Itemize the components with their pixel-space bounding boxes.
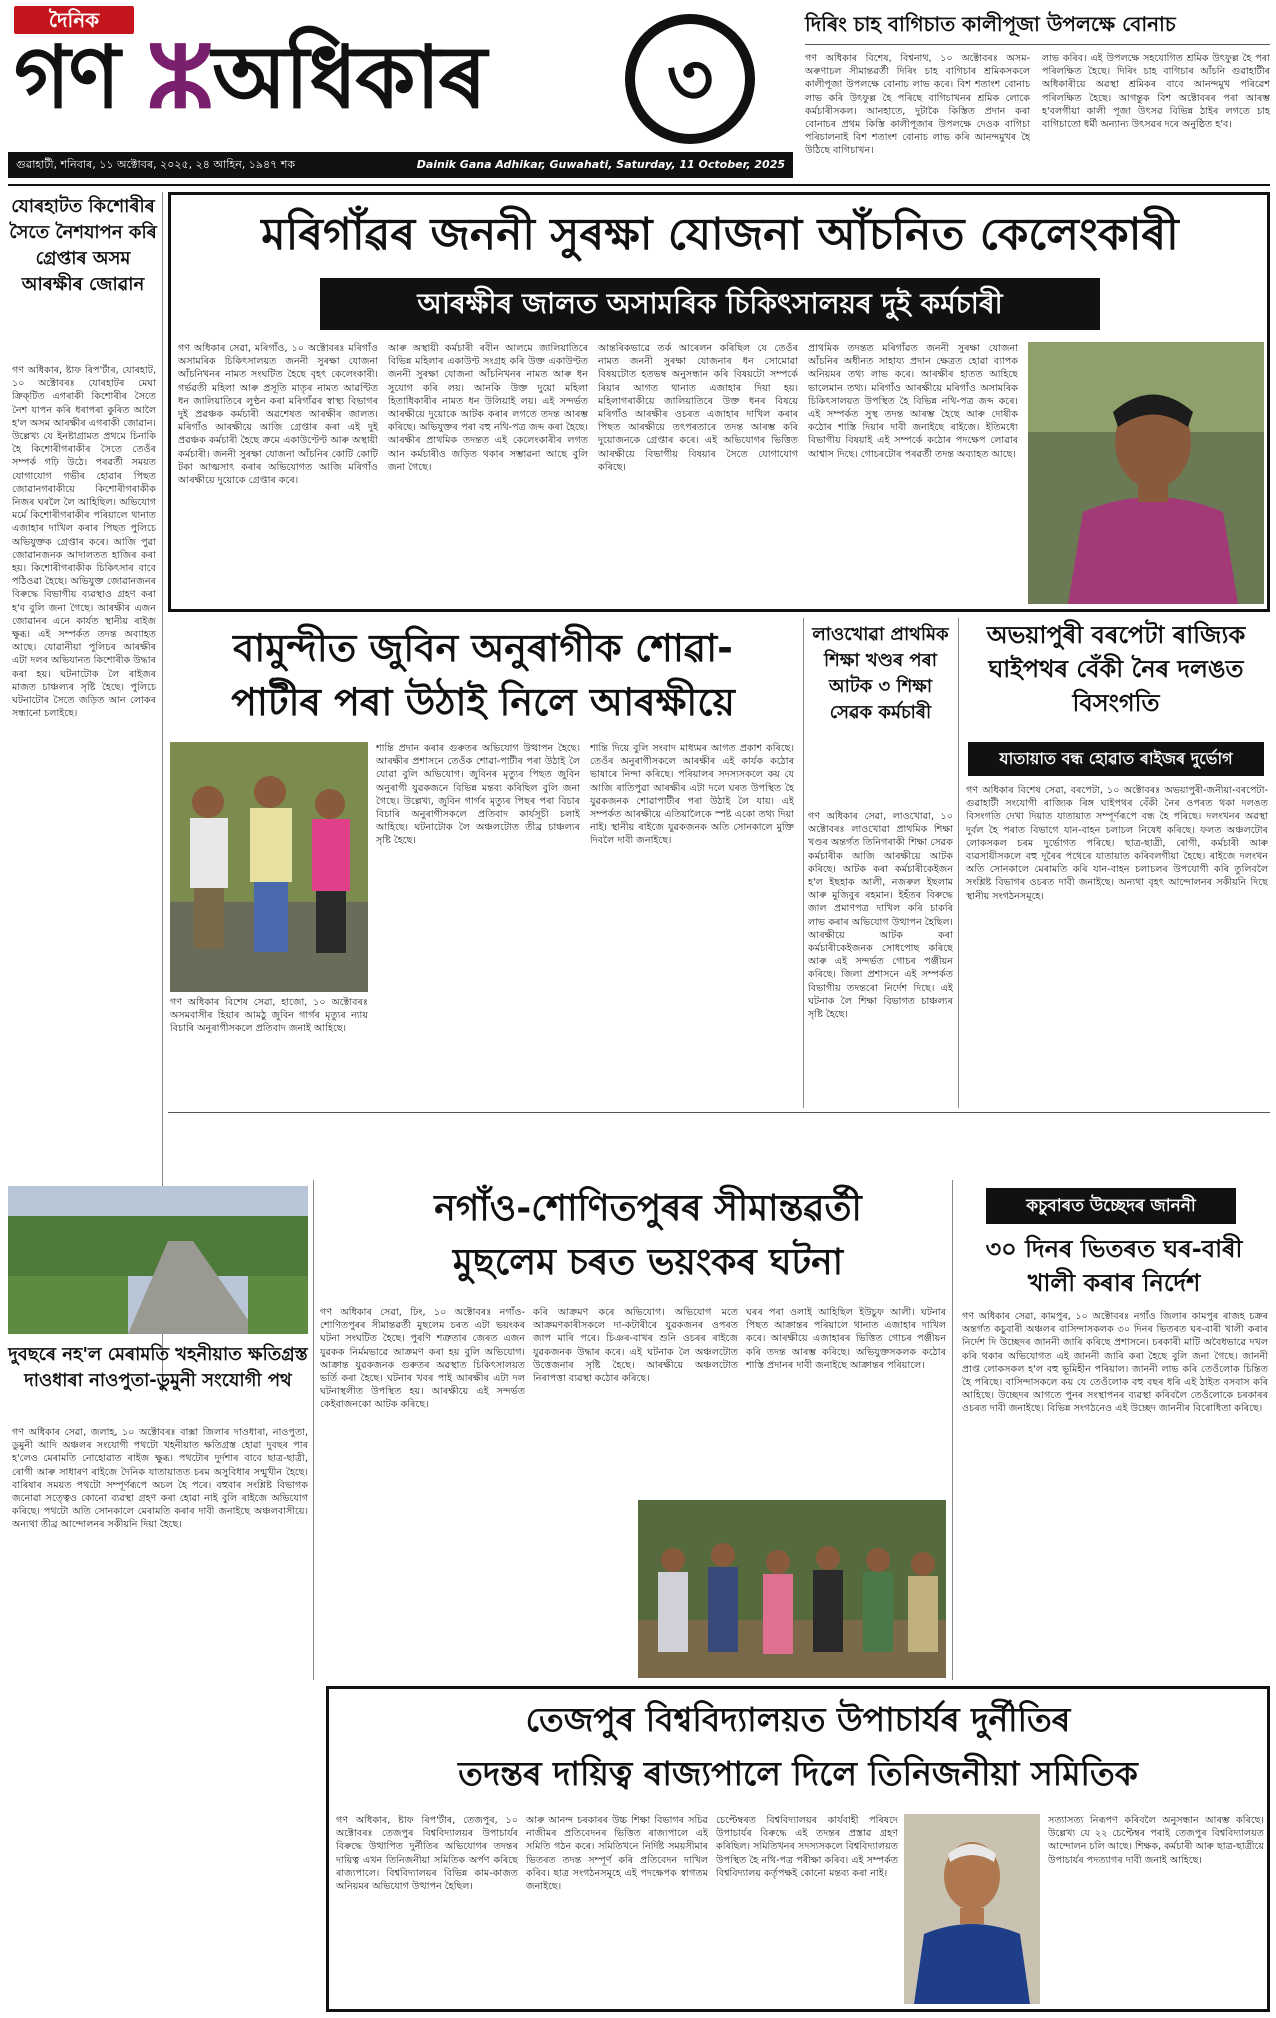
tezpur-col3: চেপ্টেম্বৰত বিশ্ববিদ্যালয়ৰ কাৰ্যবাহী পৰিষদে উপাচাৰ্যৰ বিৰুদ্ধে এই তদন্তৰ প্ৰস্তাৱ গ্ৰহণ কৰিছিল। সমিতিখনৰ সদস্যসকলে বিশ্ববিদ্যালয়ত উপস্থিত হৈ নথি-পত্ৰ পৰীক্ষা কৰিব। এই সম্পৰ্কত বিশ্ববিদ্যালয় কৰ্তৃপক্ষই কোনো মন্তব্য কৰা নাই। xyxy=(716,1815,898,1879)
brand-title xyxy=(14,28,485,128)
nagaon-col2: কৰি আক্ৰমণ কৰে অভিযোগ। অভিযোগ মতে আক্ৰমণকাৰীসকলে দা-কটাৰীৰে যুৱকজনৰ ওপৰত জাপ মাৰি পৰে। চিঞৰ-বাখৰ শুনি ওচৰৰ ৰাইজে যুৱকজনক উদ্ধাৰ কৰে। এই ঘটনাক লৈ অঞ্চলটোত উত্তেজনাৰ সৃষ্টি হৈছে। আৰক্ষীয়ে অঞ্চলটোত নিৰাপত্তা ব্যৱস্থা কঠোৰ কৰিছে। xyxy=(533,1307,738,1385)
tezpur-col4: সত্যাসত্য নিৰূপণ কৰিবলৈ অনুসন্ধান আৰম্ভ কৰিছে। উল্লেখ্য যে ২২ চেপ্টেম্বৰ পৰাই তেজপুৰ বিশ্ববিদ্যালয়ত আন্দোলন চলি আছে। শিক্ষক, কৰ্মচাৰী আৰু ছাত্ৰ-ছাত্ৰীয়ে উপাচাৰ্যৰ পদত্যাগৰ দাবী জনাই আহিছে। xyxy=(1048,1815,1264,1866)
dateline-assamese: গুৱাহাটী, শনিবাৰ, ১১ অক্টোবৰ, ২০২৫, ২৪ আহিন, ১৯৪৭ শক xyxy=(16,158,296,171)
brand-title-part2: অধিকাৰ xyxy=(212,27,485,128)
zubeen-headline-line2: পাটীৰ পৰা উঠাই নিলে আৰক্ষীয়ে xyxy=(231,680,735,724)
nagaon-divider xyxy=(952,1180,953,1680)
road-story-body: গণ অধিকাৰ সেৱা, জলাহ, ১০ অক্টোবৰঃ বাক্সা জিলাৰ দাওধাৰা, নাওপুতা, ডুমুনী আদি অঞ্চলৰ সংযোগী পথটো খহনীয়াত ক্ষতিগ্ৰস্ত হোৱা দুবছৰ পাৰ হ'লেও মেৰামতি নোহোৱাত ৰাইজ ক্ষুব্ধ। পথটোৰ দুৰ্দশাৰ বাবে ছাত্ৰ-ছাত্ৰী, ৰোগী আৰু সাধাৰণ ৰাইজে দৈনিক যাতায়াতত চৰম অসুবিধাৰ সন্মুখীন হৈছে। বাৰিষাৰ সময়ত পথটো সম্পূৰ্ণৰূপে অচল হৈ পৰে। বহুবাৰ সংশ্লিষ্ট বিভাগক জনোৱা সত্ত্বেও কোনো ব্যৱস্থা গ্ৰহণ কৰা হোৱা নাই বুলি ৰাইজে অভিযোগ কৰিছে। পথটো অতি সোনকালে মেৰামতি কৰাৰ দাবী জনাইছে অঞ্চলবাসীয়ে। অন্যথা তীব্ৰ আন্দোলনৰ সকীয়নি দিয়া হৈছে। xyxy=(12,1427,308,1531)
nagaon-headline-line1: নগাঁও-শোণিতপুৰৰ সীমান্তৱৰ্তী xyxy=(434,1188,862,1229)
dateline-bar xyxy=(8,152,793,178)
road-story-headline: দুবছৰে নহ'ল মেৰামতি খহনীয়াত ক্ষতিগ্ৰস্ত দাওধাৰা নাওপুতা-ডুমুনী সংযোগী পথ xyxy=(8,1344,308,1391)
lead-story-photo xyxy=(1028,342,1264,604)
dateline-english: Dainik Gana Adhikar, Guwahati, Saturday, 11 October, 2025 xyxy=(416,158,785,171)
labakhowa-body: গণ অধিকাৰ সেৱা, লাওখোৱা, ১০ অক্টোবৰঃ লাওখোৱা প্ৰাথমিক শিক্ষা খণ্ডৰ অন্তৰ্গত তিনিগৰাকী শিক্ষা সেৱক কৰ্মচাৰীক আজি আৰক্ষীয়ে আটক কৰিছে। আটক কৰা কৰ্মচাৰীকেইজন হ'ল ইছহাক আলী, নজৰুল ইছলাম আৰু মুজিবুৰ ৰহমান। ইহঁতৰ বিৰুদ্ধে জাল প্ৰমাণপত্ৰ দাখিল কৰি চাকৰি লাভ কৰাৰ অভিযোগ উত্থাপন হৈছিল। আৰক্ষীয়ে আটক কৰা কৰ্মচাৰীকেইজনক সোধপোছ কৰিছে আৰু এই সন্দৰ্ভত গোচৰ পঞ্জীয়ন কৰিছে। জিলা প্ৰশাসনে এই সম্পৰ্কত বিভাগীয় তদন্তৰো নিৰ্দেশ দিছে। এই ঘটনাক লৈ শিক্ষা বিভাগত চাঞ্চল্যৰ সৃষ্টি হৈছে। xyxy=(808,811,953,1021)
tezpur-headline-line1: তেজপুৰ বিশ্ববিদ্যালয়ত উপাচাৰ্যৰ দুৰ্নীতিৰ xyxy=(525,1700,1071,1739)
tezpur-story-photo xyxy=(904,1814,1040,2004)
masthead-rule xyxy=(8,184,1270,186)
zubeen-divider xyxy=(803,618,804,1108)
lead-story-col3: আন্তৰিকভাৱে তৰ্ক আৰেলন কৰিছিল যে তেওঁৰ নামত জননী সুৰক্ষা যোজনাৰ ধন সোমোৱা বিষয়টোত হতভম্ব অনুসন্ধান কৰি বিষয়টো সম্পৰ্কে ৰিয়াৰ আগত থানাত এজাহাৰ দিয়া হয়। মহিলাগৰাকীয়ে জালিয়াতিৰে উক্ত ধনৰ বিষয়ে মৰিগাঁও আৰক্ষীৰ ওচৰত এজাহাৰ দাখিল কৰাৰ পিছত আৰক্ষীয়ে তৎপৰতাৰে তদন্ত আৰম্ভ কৰি দুয়োজনকে গ্ৰেপ্তাৰ কৰে। এই অভিযোগৰ ভিত্তিত আৰক্ষীয়ে বিভাগীয় বিষয়াৰ সৈতে যোগাযোগ কৰিছে। xyxy=(598,343,798,473)
lead-story-col2: আৰু অস্থায়ী কৰ্মচাৰী ৰবীন আলমে জালিয়াতিৰে বিভিন্ন মহিলাৰ একাউণ্ট সংগ্ৰহ কৰি উক্ত একাউণ্টত জননী সুৰক্ষা যোজনা আঁচনিখনৰ নামত আৰু ধন সুযোগ কৰি লয়। আনকি উক্ত দুয়ো মহিলা হিতাধিকাৰীৰ নামত ধন উলিয়াই লয়। এই সন্দৰ্ভত আৰক্ষীয়ে দুয়োকে আটক কৰাৰ লগতে তদন্ত আৰম্ভ কৰিছে। অভিযুক্তৰ পৰা বহু নথি-পত্ৰ জব্দ কৰা হৈছে। আৰক্ষীৰ প্ৰাথমিক তদন্তত এই কেলেংকাৰীৰ লগত আন কৰ্মচাৰীও জড়িত থকাৰ সম্ভাৱনা আছে বুলি জনা গৈছে। xyxy=(388,343,588,473)
lead-story-col4: প্ৰাথমিক তদন্তত মৰিগাঁৱত জননী সুৰক্ষা যোজনা আঁচনিৰ অধীনত সাহায্য প্ৰদান ক্ষেত্ৰত হোৱা ব্যাপক অনিয়মৰ তথ্য লাভ কৰে। আৰক্ষীৰ হাতত আহিছে ভালেমান তথ্য। মৰিগাঁও আৰক্ষীয়ে মৰিগাঁও অসামৰিক চিকিৎসালয়ত উপস্থিত হৈ বিভিন্ন নথি-পত্ৰ জব্দ কৰে। এই সম্পৰ্কত সুস্থ তদন্ত আৰম্ভ হৈছে আৰু দোষীক কঠোৰ শাস্তি দিয়াৰ দাবী জনাইছে ৰাইজে। ইতিমধ্যে বিভাগীয় বিষয়াই এই সম্পৰ্কে কঠোৰ পদক্ষেপ লোৱাৰ আশ্বাস দিছে। গোচৰটোৰ পৰৱৰ্তী তদন্ত অব্যাহত আছে। xyxy=(808,343,1018,460)
labakhowa-divider xyxy=(958,618,959,1108)
zubeen-col1: শান্তি প্ৰদান কৰাৰ গুৰুতৰ অভিযোগ উত্থাপন হৈছে। আৰক্ষীৰ প্ৰশাসনে তেওঁক শোৱা-পাটীৰ পৰা উঠাই লৈ যোৱা বুলি অভিযোগ। জুবিনৰ মৃত্যুৰ পিছত জুবিন অনুৰাগী যুৱকজনে বিভিন্ন মন্তব্য কৰিছিল বুলি জনা গৈছে। উল্লেখ্য, জুবিন গাৰ্গৰ মৃত্যুৰ পিছৰ পৰা বিচাৰ বিচাৰি অনুৰাগীসকলে প্ৰতিবাদ কাৰ্যসূচী চলাই আহিছে। ঘটনাটোক লৈ অঞ্চলটোত তীব্ৰ চাঞ্চল্যৰ সৃষ্টি হৈছে। xyxy=(376,743,580,847)
top-right-col2: লাভ কৰিব। এই উপলক্ষে সহযোগিত শ্ৰমিক উৎফুল্ল হৈ পৰা পৰিলক্ষিত হৈছে। দিৰিং চাহ বাগিচাৰ আঁচনি গুৱাহাটীৰ অধিকাৰীয়ে অৱস্থা শ্ৰমিকৰ বাবে আনন্দমুখ পৰিৱেশ পৰিলক্ষিত হৈছে। আগন্তুক বিশ অক্টোবৰৰ পৰা আৰম্ভ হ'বলগীয়া কালী পূজা উৎসৱ বিভিন্ন ঠাইৰ লগতে চাহ বাগিচাতো ধৰ্মী অন্যান্য উৎসৱৰ দৰে অনুষ্ঠিত হ'ব। xyxy=(1042,53,1270,131)
tezpur-col1: গণ অধিকাৰ, ষ্টাফ ৰিপ'ৰ্টাৰ, তেজপুৰ, ১০ অক্টোবৰঃ তেজপুৰ বিশ্ববিদ্যালয়ৰ উপাচাৰ্যৰ বিৰুদ্ধে উত্থাপিত দুৰ্নীতিৰ অভিযোগৰ তদন্তৰ দায়িত্ব এখন তিনিজনীয়া সমিতিক অৰ্পণ কৰিছে ৰাজ্যপালে। বিশ্ববিদ্যালয়ৰ বিভিন্ন কাম-কাজত অনিয়মৰ অভিযোগ উত্থাপন হৈছিল। xyxy=(336,1815,518,1893)
labakhowa-headline: লাওখোৱা প্ৰাথমিক শিক্ষা খণ্ডৰ পৰা আটক ৩ শিক্ষা সেৱক কৰ্মচাৰী xyxy=(812,624,949,723)
left-column-headline: যোৰহাটত কিশোৰীৰ সৈতে নৈশযাপন কৰি গ্ৰেপ্তাৰ অসম আৰক্ষীৰ জোৱান xyxy=(9,196,157,295)
kachu-tag: কচুবাৰত উচ্ছেদৰ জাননী xyxy=(986,1188,1236,1224)
zubeen-story-photo xyxy=(170,742,368,992)
nagaon-headline-line2: মুছলেম চৰত ভয়ংকৰ ঘটনা xyxy=(452,1242,844,1283)
edition-number-badge: ৩ xyxy=(625,14,755,144)
zubeen-headline-line1: বামুন্দীত জুবিন অনুৰাগীক শোৱা- xyxy=(233,626,733,670)
top-right-col1: গণ অধিকাৰ বিশেষ, বিশ্বনাথ, ১০ অক্টোবৰঃ অসম- অৰুণাচল সীমান্তৱৰ্তী দিৰিং চাহ বাগিচাৰ শ্ৰমিকসকলে কালীপূজা উপলক্ষে বোনাচ লাভ কৰে। বিশ শতাংশ বোনাচ লাভ কৰি উৎফুল্ল হৈ পৰিছে বাগিচাখনৰ শ্ৰমিক লোকে কৰ্মচাৰীসকল। আনহাতে, দুটাকৈ কিস্তিত প্ৰদান কৰা বোনাচৰ প্ৰথম কিস্তি কালীপূজাৰ উপলক্ষে দেওক বাগিচা পৰিচালনাই বিশ শতাংশ বোনাচ লাভ কৰি আনন্দমুখৰ হৈ উঠিছে বাগিচাখন। xyxy=(805,53,1030,157)
lead-story-col1: গণ অধিকাৰ সেৱা, মৰিগাঁও, ১০ অক্টোবৰঃ মৰিগাঁও অসামৰিক চিকিৎসালয়ত জননী সুৰক্ষা যোজনা আঁচনিখনৰ নামত সংঘটিত হৈছে বৃহৎ কেলেংকাৰী। গৰ্ভৱতী মহিলা আৰু প্ৰসূতি মাতৃৰ নামত আৱণ্টিত ধন জালিয়াতিৰে লুণ্ঠন কৰা মৰিগাঁৱৰ স্বাস্থ্য বিভাগৰ দুই প্ৰৱঞ্চক কৰ্মচাৰী অৱশেষত আৰক্ষীৰ জালত। মৰিগাঁও আৰক্ষীয়ে আজি গ্ৰেপ্তাৰ কৰা এই দুই প্ৰৱঞ্চক কৰ্মচাৰী হৈছে ক্ৰমে একাউণ্টেণ্ট আৰু অস্থায়ী কৰ্মচাৰী। জননী সুৰক্ষা যোজনা আঁচনিৰ কোটি কোটি টকা আত্মসাৎ কৰাৰ অভিযোগত আজি মৰিগাঁও আৰক্ষীয়ে দুয়োকে গ্ৰেপ্তাৰ কৰে। xyxy=(178,343,378,487)
nagaon-col3: ঘৰৰ পৰা ওলাই আহিছিল ইউচুফ আলী। ঘটনাৰ পিছত আক্ৰান্তৰ পৰিয়ালে থানাত এজাহাৰ দাখিল কৰে। আৰক্ষীয়ে এজাহাৰৰ ভিত্তিত গোচৰ পঞ্জীয়ন কৰি তদন্ত আৰম্ভ কৰিছে। অভিযুক্তসকলক কঠোৰ শাস্তি প্ৰদানৰ দাবী জনাইছে আক্ৰান্তৰ পৰিয়ালে। xyxy=(746,1307,946,1371)
brand-small-label: দৈনিক xyxy=(14,6,134,34)
kachu-body: গণ অধিকাৰ সেৱা, কামপুৰ, ১০ অক্টোবৰঃ নগাঁও জিলাৰ কামপুৰ ৰাজহ চক্ৰৰ অন্তৰ্গত কচুবাৰী অঞ্চলৰ বাসিন্দাসকলক ৩০ দিনৰ ভিতৰত ঘৰ-বাৰী খালী কৰাৰ নিৰ্দেশ দি উচ্ছেদৰ জাননী জাৰি কৰিছে প্ৰশাসনে। চৰকাৰী মাটি অবৈধভাৱে দখল কৰি থকাৰ অভিযোগত এই জাননী জাৰি কৰা হৈছে বুলি জনা গৈছে। জাননী প্ৰাপ্ত লোকসকল হ'ল বহু ভূমিহীন পৰিয়াল। জাননী লাভ কৰি তেওঁলোক চিন্তিত হৈ পৰিছে। বাসিন্দাসকলে কয় যে তেওঁলোক বহু বছৰ ধৰি এই ঠাইত বসবাস কৰি আহিছে। উচ্ছেদৰ আগতে পুনৰ সংস্থাপনৰ ব্যৱস্থা কৰিবলৈ তেওঁলোকে চৰকাৰৰ ওচৰত দাবী জনাইছে। বিভিন্ন সংগঠনেও এই উচ্ছেদ জাননীৰ বিৰোধিতা কৰিছে। xyxy=(962,1311,1268,1415)
top-right-rule xyxy=(805,44,1270,45)
zubeen-photo-caption: গণ অধিকাৰ বিশেষ সেৱা, হাজো, ১০ অক্টোবৰঃ অসমবাসীৰ হিয়াৰ আমঠু জুবিন গাৰ্গৰ মৃত্যুৰ ন্যায় বিচাৰি অনুৰাগীসকলে প্ৰতিবাদ জনাই আহিছে। xyxy=(170,997,368,1035)
left-column-body: গণ অধিকাৰ, ষ্টাফ ৰিপ'ৰ্টাৰ, যোৰহাট, ১০ অক্টোবৰঃ যোৰহাটৰ মেঘা ক্ৰিক্‌টিত এগৰাকী কিশোৰীৰ সৈতে নৈশ যাপন কৰি ধৰাপৰা কুৰিত আলৈ হ'ল অসম আৰক্ষীৰ এগৰাকী জোৱান। উল্লেখ্য যে ইনষ্টাগ্ৰামত প্ৰথমে চিনাকি হৈ কিশোৰীগৰাকীৰ সৈতে তেওঁৰ সম্পৰ্ক গঢ়ি উঠে। পৰৱৰ্তী সময়ত যোগাযোগ গভীৰ হোৱাৰ পিছত জোৱানগৰাকীয়ে কিশোৰীগৰাকীক নিজৰ ঘৰলৈ লৈ আহিছিল। অভিযোগ মৰ্মে কিশোৰীগৰাকীৰ পৰিয়ালে থানাত এজাহাৰ দাখিল কৰাৰ পিছত পুলিচে অভিযুক্তক গ্ৰেপ্তাৰ কৰে। আজি পুৱা জোৱানজনক আদালতত হাজিৰ কৰা হয়। কিশোৰীগৰাকীক চিকিৎসাৰ বাবে পঠিওৱা হৈছে। অভিযুক্ত জোৱানজনৰ বিৰুদ্ধে বিভাগীয় ব্যৱস্থাও গ্ৰহণ কৰা হ'ব বুলি জনা গৈছে। আৰক্ষীৰ এজন জোৱানৰ এনে কাৰ্যত স্থানীয় ৰাইজ ক্ষুব্ধ। এই সম্পৰ্কত তদন্ত অব্যাহত আছে। যোৱানীয়া পুলিচৰ আৰক্ষীৰ এটা দলৰ অভিযানত কিশোৰীক উদ্ধাৰ কৰা হয়। ঘটনাটোক লৈ ৰাইজৰ মাজত চাঞ্চল্যৰ সৃষ্টি হৈছে। পুলিচে ঘটনাটোৰ সৈতে জড়িত আন লোকৰ সন্ধানো চলাইছে। xyxy=(12,365,156,720)
lead-story-headline: মৰিগাঁৱৰ জননী সুৰক্ষা যোজনা আঁচনিত কেলেংকাৰী xyxy=(261,209,1179,260)
kachu-headline: ৩০ দিনৰ ভিতৰত ঘৰ-বাৰী খালী কৰাৰ নিৰ্দেশ xyxy=(985,1235,1243,1297)
nagaon-col1: গণ অধিকাৰ সেৱা, ঢিং, ১০ অক্টোবৰঃ নগাঁও-শোণিতপুৰৰ সীমান্তৱৰ্তী মুছলেম চৰত এটা ভয়ংকৰ ঘটনা সংঘটিত হৈছে। পুৰণি শত্ৰুতাৰ জেৰত এজন যুৱকক নিৰ্মমভাৱে আক্ৰমণ কৰা হয় বুলি অভিযোগ। আক্ৰান্ত যুৱকজনক গুৰুতৰ অৱস্থাত চিকিৎসালয়ত ভৰ্তি কৰা হৈছে। ঘটনাৰ খবৰ পাই আৰক্ষীৰ এটা দল ঘটনাস্থলীত উপস্থিত হয়। আৰক্ষীয়ে এই সন্দৰ্ভত কেইবাজনকো আটক কৰিছে। xyxy=(320,1307,525,1411)
nagaon-story-photo xyxy=(638,1500,946,1678)
road-story-divider xyxy=(313,1180,314,1680)
tezpur-col2: আৰু আনন্দ চৰকাৰৰ উচ্চ শিক্ষা বিভাগৰ সচিৱ নাজীমৰ প্ৰতিবেদনৰ ভিত্তিত ৰাজ্যপালে এই সমিতি গঠন কৰে। সমিতিখনে নিৰ্দিষ্ট সময়সীমাৰ ভিতৰত তদন্ত সম্পূৰ্ণ কৰি প্ৰতিবেদন দাখিল কৰিব। ছাত্ৰ সংগঠনসমূহে এই পদক্ষেপক স্বাগতম জনাইছে। xyxy=(526,1815,708,1893)
tezpur-headline-line2: তদন্তৰ দায়িত্ব ৰাজ্যপালে দিলে তিনিজনীয়া সমিতিক xyxy=(458,1754,1138,1793)
road-story-photo xyxy=(8,1186,308,1334)
top-right-headline: দিৰিং চাহ বাগিচাত কালীপূজা উপলক্ষে বোনাচ xyxy=(805,12,1176,36)
middle-rule xyxy=(168,1112,1270,1113)
barpeta-subhead: যাতায়াত বন্ধ হোৱাত ৰাইজৰ দুৰ্ভোগ xyxy=(968,742,1264,776)
barpeta-body: গণ অধিকাৰ বিশেষ সেৱা, বৰপেটা, ১০ অক্টোবৰঃ অভয়াপুৰী-জনীয়া-বৰপেটা-গুৱাহাটী সংযোগী ৰাজ্যিক ৰিঙ্গ ঘাইপথৰ বেঁকী নৈৰ ওপৰত থকা দলঙত বিসংগতি দেখা দিয়াত যাতায়াত সম্পূৰ্ণৰূপে বন্ধ হৈ পৰিছে। দলংখনৰ অৱস্থা দুৰ্বল হৈ পৰাত বিভাগে যান-বাহন চলাচল নিষেধ কৰিছে। ফলত অঞ্চলটোৰ লোকসকল চৰম দুৰ্ভোগত পৰিছে। ছাত্ৰ-ছাত্ৰী, ৰোগী, কৰ্মচাৰী আৰু ব্যৱসায়ীসকলে বহু দূৰৈৰ পথেৰে যাতায়াত কৰিবলগীয়া হৈছে। ৰাইজে দলংখন অতি সোনকালে মেৰামতি কৰি যান-বাহন চলাচলৰ উপযোগী কৰি তুলিবলৈ সংশ্লিষ্ট বিভাগৰ ওচৰত দাবী জনাইছে। অন্যথা বৃহৎ আন্দোলনৰ সকীয়নি দিছে স্থানীয় সংগঠনসমূহে। xyxy=(966,785,1268,902)
barpeta-headline: অভয়াপুৰী বৰপেটা ৰাজ্যিক ঘাইপথৰ বেঁকী নৈৰ দলঙত বিসংগতি xyxy=(986,621,1246,717)
lead-story-subhead: আৰক্ষীৰ জালত অসামৰিক চিকিৎসালয়ৰ দুই কৰ্মচাৰী xyxy=(320,278,1100,330)
zubeen-col2: শান্তি দিয়ে বুলি সংবাদ মাধ্যমৰ আগত প্ৰকাশ কৰিছে। তেওঁৰ অনুৰাগীসকলে আৰক্ষীৰ এই কাৰ্যক কঠোৰ ভাষাৰে নিন্দা কৰিছে। পৰিয়ালৰ সদস্যসকলে কয় যে আজি ৰাতিপুৱা আৰক্ষীৰ এটা দলে ঘৰত উপস্থিত হৈ যুৱকজনক শোৱাপাটীৰ পৰা উঠাই লৈ যায়। এই সম্পৰ্কত আৰক্ষীয়ে এতিয়ালৈকে স্পষ্ট একো তথ্য দিয়া নাই। স্থানীয় ৰাইজে যুৱকজনক অতি সোনকালে মুক্তি দিবলৈ দাবী জনাইছে। xyxy=(590,743,794,847)
people-logo-icon: ⵣ xyxy=(146,27,213,128)
brand-title-part1: গণ xyxy=(14,27,147,128)
